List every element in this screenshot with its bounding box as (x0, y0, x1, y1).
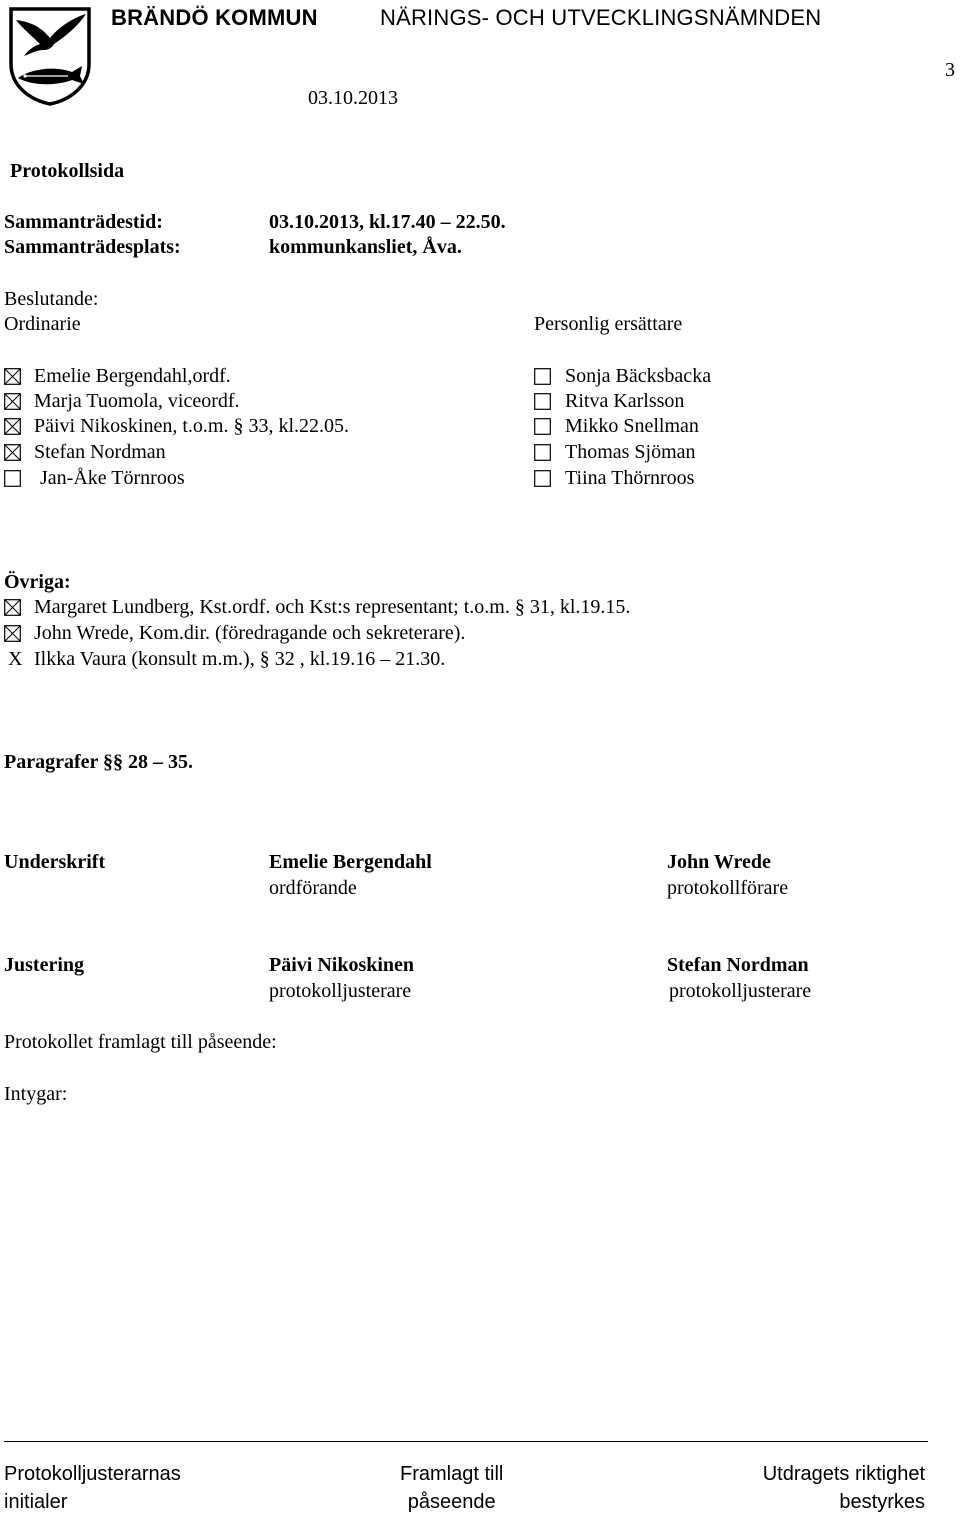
verifier2-name: Stefan Nordman (667, 954, 809, 976)
checkbox-checked[interactable] (4, 444, 34, 461)
attendee-text: John Wrede, Kom.dir. (föredragande och sekreterare). (34, 622, 466, 644)
substitute-member (534, 440, 696, 465)
others-heading: Övriga: (4, 571, 71, 593)
chairman-name: Emelie Bergendahl (269, 851, 432, 873)
other-attendee (4, 595, 630, 620)
substitute-member (534, 364, 711, 389)
verifier1-name: Päivi Nikoskinen (269, 954, 415, 976)
checkbox-unchecked[interactable] (534, 368, 565, 385)
footer-initials (4, 1460, 181, 1516)
checkbox-unchecked[interactable] (534, 470, 565, 487)
ordinary-label: Ordinarie (4, 313, 81, 335)
footer-presented-line1: Framlagt till (400, 1463, 504, 1485)
page-number: 3 (945, 59, 955, 81)
member-name: Thomas Sjöman (565, 441, 696, 463)
meeting-place-value: kommunkansliet, Åva. (269, 236, 462, 258)
footer-certified-line1: Utdragets riktighet (762, 1463, 925, 1485)
member-name: Marja Tuomola, viceordf. (34, 390, 240, 412)
member-name: Jan-Åke Törnroos (40, 467, 185, 489)
verifier2-role: protokolljusterare (669, 980, 812, 1002)
checkbox-unchecked[interactable] (534, 393, 565, 410)
checkbox-checked[interactable] (4, 418, 34, 435)
member-name: Sonja Bäcksbacka (565, 365, 712, 387)
verification-label: Justering (4, 954, 84, 976)
x-mark: X (8, 648, 23, 670)
coat-of-arms-logo (8, 6, 92, 106)
footer-certified-line2: bestyrkes (839, 1491, 925, 1513)
member-name: Mikko Snellman (565, 415, 699, 437)
signature-label: Underskrift (4, 851, 106, 873)
member-name: Päivi Nikoskinen, t.o.m. § 33, kl.22.05. (34, 415, 349, 437)
checkbox-checked[interactable] (4, 599, 34, 616)
presented-text: Protokollet framlagt till påseende: (4, 1031, 277, 1053)
board-name: NÄRINGS- OCH UTVECKLINGSNÄMNDEN (380, 5, 822, 30)
deciders-heading: Beslutande: (4, 288, 99, 310)
municipality-name: BRÄNDÖ KOMMUN (111, 5, 318, 30)
ordinary-member (4, 389, 240, 414)
footer-presented-line2: påseende (407, 1491, 496, 1513)
footer-certified (763, 1460, 925, 1516)
meeting-time-label: Sammanträdestid: (4, 211, 163, 233)
footer-divider (4, 1441, 928, 1442)
checkbox-checked[interactable] (4, 393, 34, 410)
member-name: Ritva Karlsson (565, 390, 685, 412)
ordinary-member (4, 364, 231, 389)
checkbox-unchecked[interactable] (534, 444, 565, 461)
header-date: 03.10.2013 (308, 87, 398, 109)
other-attendee (4, 647, 445, 672)
ordinary-member (4, 466, 185, 491)
checkbox-unchecked[interactable] (4, 470, 40, 487)
verifier1-role: protokolljusterare (269, 980, 412, 1002)
substitute-member (534, 414, 699, 439)
attendee-text: Ilkka Vaura (konsult m.m.), § 32 , kl.19.16 – 21.30. (34, 648, 446, 670)
meeting-place-label: Sammanträdesplats: (4, 236, 181, 258)
page-title: Protokollsida (10, 160, 125, 182)
chairman-role: ordförande (269, 877, 357, 899)
substitute-member (534, 466, 694, 491)
checkbox-checked[interactable] (4, 625, 34, 642)
paragraphs-range: Paragrafer §§ 28 – 35. (4, 751, 194, 773)
secretary-name: John Wrede (667, 851, 771, 873)
member-name: Stefan Nordman (34, 441, 166, 463)
member-name: Tiina Thörnroos (565, 467, 695, 489)
footer-presented (400, 1460, 503, 1516)
checkbox-unchecked[interactable] (534, 418, 565, 435)
footer-initials-line2: initialer (4, 1491, 68, 1513)
meeting-time-value: 03.10.2013, kl.17.40 – 22.50. (269, 211, 506, 233)
attendee-text: Margaret Lundberg, Kst.ordf. och Kst:s representant; t.o.m. § 31, kl.19.15. (34, 596, 631, 618)
other-attendee (4, 621, 465, 646)
member-name: Emelie Bergendahl,ordf. (34, 365, 231, 387)
checkbox-checked[interactable] (4, 368, 34, 385)
substitute-label: Personlig ersättare (534, 313, 683, 335)
secretary-role: protokollförare (667, 877, 789, 899)
footer-initials-line1: Protokolljusterarnas (4, 1463, 181, 1485)
substitute-member (534, 389, 684, 414)
certify-text: Intygar: (4, 1083, 68, 1105)
ordinary-member (4, 440, 166, 465)
ordinary-member (4, 414, 349, 439)
